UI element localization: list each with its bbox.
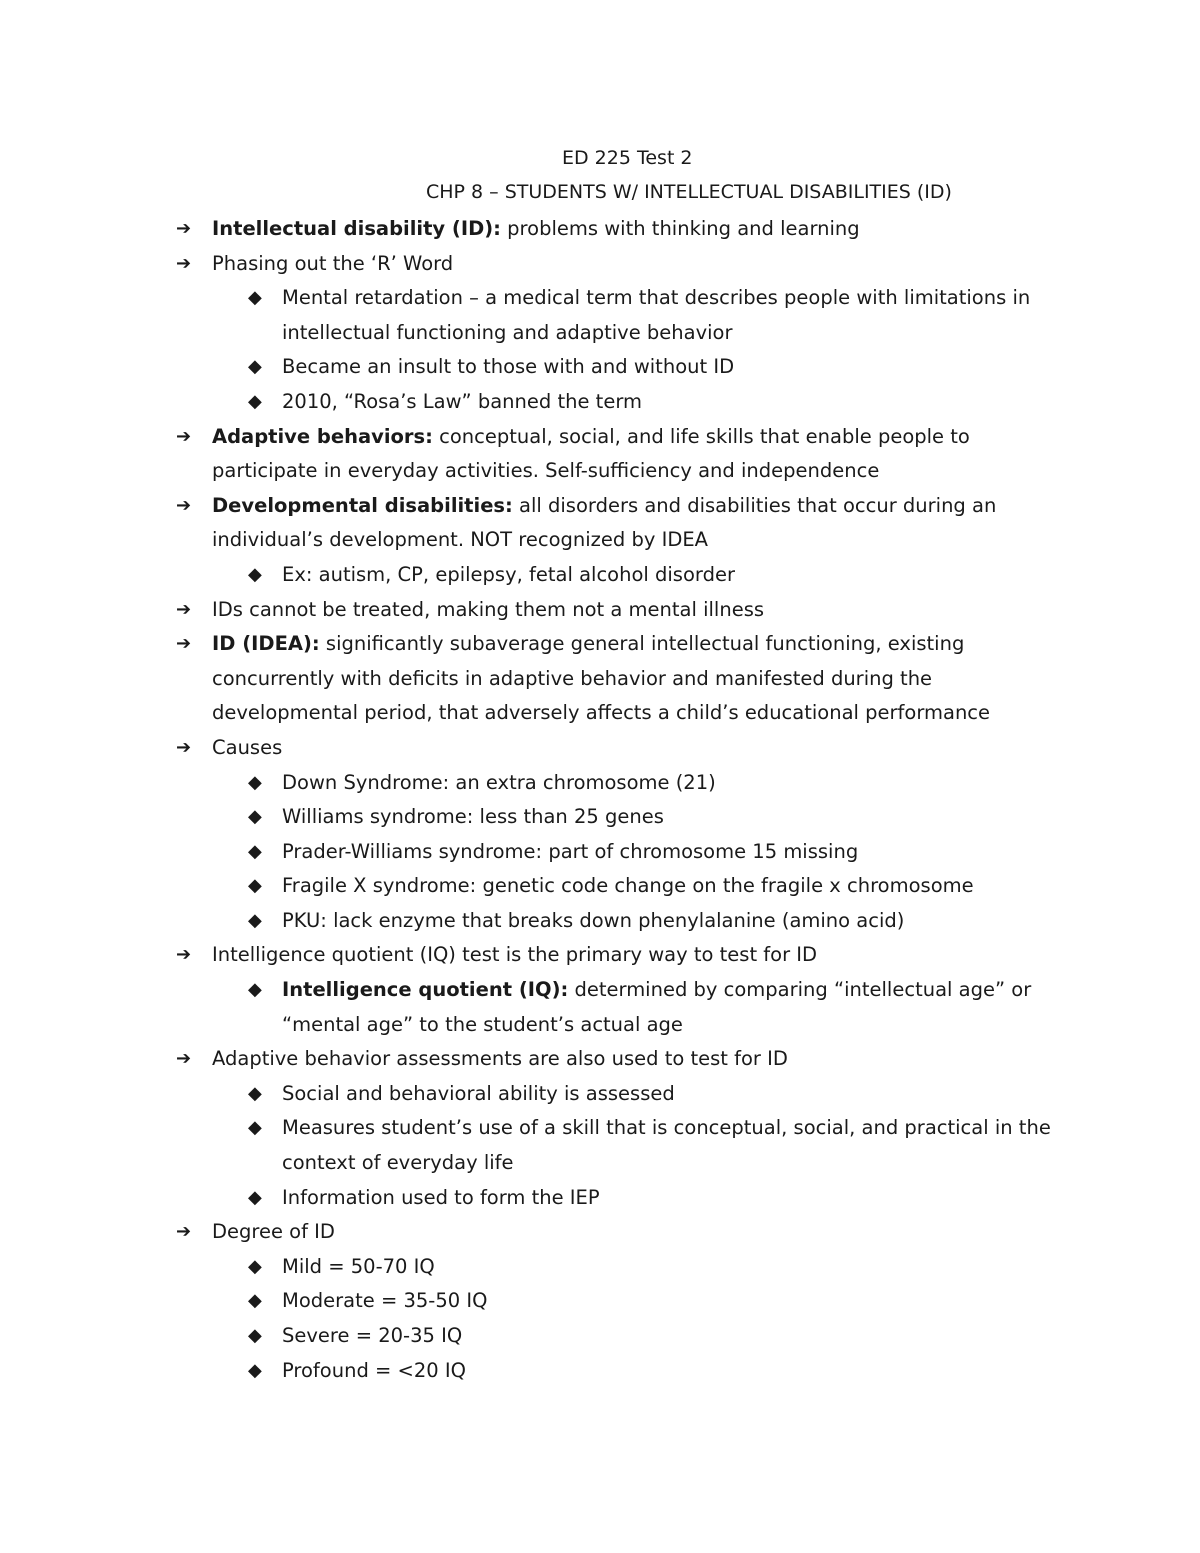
- diamond-bullet-icon: ◆: [248, 875, 262, 897]
- sub-list-item: [176, 1181, 1076, 1216]
- term-label: Intellectual disability (ID):: [212, 217, 501, 240]
- item-text: Mental retardation – a medical term that describes people with limitations in intellectual functioning and adaptive behavior: [282, 286, 1031, 344]
- diamond-bullet-icon: ◆: [248, 840, 262, 862]
- item-text: Prader-Williams syndrome: part of chromosome 15 missing: [282, 839, 859, 863]
- item-text: Severe = 20-35 IQ: [282, 1324, 463, 1347]
- term-label: Intelligence quotient (IQ):: [282, 978, 569, 1002]
- item-text: Intelligence quotient (IQ) test is the primary way to test for ID: [212, 943, 818, 967]
- list-item: [176, 593, 1076, 628]
- item-text: Fragile X syndrome: genetic code change on the fragile x chromosome: [282, 874, 974, 898]
- sub-list-item: [176, 281, 1076, 350]
- sub-list-item: [176, 1319, 1076, 1354]
- item-text: 2010, “Rosa’s Law” banned the term: [282, 389, 642, 413]
- diamond-bullet-icon: ◆: [248, 1117, 262, 1139]
- item-text: Became an insult to those with and without ID: [282, 355, 735, 379]
- diamond-bullet-icon: ◆: [248, 1290, 262, 1312]
- item-text: Williams syndrome: less than 25 genes: [282, 805, 664, 829]
- item-text: IDs cannot be treated, making them not a mental illness: [212, 597, 765, 621]
- diamond-bullet-icon: ◆: [248, 1255, 262, 1277]
- arrow-bullet-icon: ➔: [176, 218, 192, 239]
- item-text: Moderate = 35-50 IQ: [282, 1289, 488, 1313]
- item-text: Social and behavioral ability is assessed: [282, 1081, 675, 1105]
- sub-list-item: [176, 1111, 1076, 1180]
- sub-list-item: [176, 558, 1076, 593]
- diamond-bullet-icon: ◆: [248, 356, 262, 378]
- item-text: Degree of ID: [212, 1220, 335, 1244]
- item-text: Down Syndrome: an extra chromosome (21): [282, 770, 716, 794]
- sub-list-item: [176, 800, 1076, 835]
- list-item: [176, 731, 1076, 766]
- arrow-bullet-icon: ➔: [176, 1221, 192, 1243]
- diamond-bullet-icon: ◆: [248, 287, 262, 309]
- term-label: Developmental disabilities:: [212, 493, 513, 517]
- diamond-bullet-icon: ◆: [248, 390, 262, 412]
- diamond-bullet-icon: ◆: [248, 979, 262, 1001]
- chapter-heading: CHP 8 – STUDENTS W/ INTELLECTUAL DISABILITIES (ID): [426, 181, 952, 203]
- item-text: all disorders and disabilities that occur during an individual’s development. NOT recognized by IDEA: [212, 493, 997, 552]
- list-item: [176, 1042, 1076, 1077]
- item-text: Profound = <20 IQ: [282, 1358, 467, 1382]
- list-item: [176, 1215, 1076, 1250]
- list-item: [176, 420, 1076, 489]
- arrow-bullet-icon: ➔: [176, 633, 192, 655]
- list-item: [176, 247, 1076, 282]
- sub-list-item: [176, 766, 1076, 801]
- diamond-bullet-icon: ◆: [248, 1082, 262, 1104]
- item-text: Causes: [212, 735, 283, 759]
- sub-list-item: [176, 1250, 1076, 1285]
- arrow-bullet-icon: ➔: [176, 944, 192, 966]
- sub-list-item: [176, 1354, 1076, 1389]
- list-item: [176, 627, 1076, 731]
- document-title: ED 225 Test 2: [562, 147, 693, 169]
- diamond-bullet-icon: ◆: [248, 1359, 262, 1381]
- item-text: problems with thinking and learning: [500, 217, 860, 240]
- sub-list-item: [176, 1077, 1076, 1112]
- list-item: [176, 212, 1076, 247]
- item-text: Measures student’s use of a skill that is conceptual, social, and practical in the context of everyday life: [282, 1116, 1051, 1175]
- item-text: Mild = 50-70 IQ: [282, 1254, 435, 1278]
- diamond-bullet-icon: ◆: [248, 1325, 262, 1346]
- item-text: Phasing out the ‘R’ Word: [212, 251, 454, 275]
- arrow-bullet-icon: ➔: [176, 1048, 192, 1070]
- diamond-bullet-icon: ◆: [248, 563, 262, 585]
- sub-list-item: [176, 1284, 1076, 1319]
- list-item: [176, 489, 1076, 558]
- arrow-bullet-icon: ➔: [176, 598, 192, 620]
- notes-list: [176, 212, 1076, 1388]
- diamond-bullet-icon: ◆: [248, 909, 262, 931]
- sub-list-item: [176, 350, 1076, 385]
- diamond-bullet-icon: ◆: [248, 1186, 262, 1208]
- sub-list-item: [176, 973, 1076, 1042]
- arrow-bullet-icon: ➔: [176, 425, 192, 447]
- sub-list-item: [176, 385, 1076, 420]
- sub-list-item: [176, 869, 1076, 904]
- arrow-bullet-icon: ➔: [176, 494, 192, 516]
- term-label: Adaptive behaviors:: [212, 424, 433, 448]
- list-item: [176, 938, 1076, 973]
- term-label: ID (IDEA):: [212, 632, 320, 656]
- item-text: Information used to form the IEP: [282, 1185, 600, 1209]
- item-text: significantly subaverage general intellectual functioning, existing concurrently with deficits in adaptive behavior and manifested during the developmental period, that adversely affects a child’s educational performance: [212, 632, 991, 725]
- arrow-bullet-icon: ➔: [176, 252, 192, 274]
- item-text: Ex: autism, CP, epilepsy, fetal alcohol disorder: [282, 562, 735, 586]
- item-text: conceptual, social, and life skills that enable people to participate in everyday activities. Self-sufficiency and independence: [212, 424, 970, 483]
- arrow-bullet-icon: ➔: [176, 736, 192, 758]
- item-text: determined by comparing “intellectual age” or “mental age” to the student’s actual age: [282, 978, 1032, 1036]
- item-text: Adaptive behavior assessments are also used to test for ID: [212, 1047, 788, 1071]
- sub-list-item: [176, 835, 1076, 870]
- diamond-bullet-icon: ◆: [248, 806, 262, 828]
- sub-list-item: [176, 904, 1076, 939]
- diamond-bullet-icon: ◆: [248, 771, 262, 793]
- item-text: PKU: lack enzyme that breaks down phenylalanine (amino acid): [282, 908, 905, 932]
